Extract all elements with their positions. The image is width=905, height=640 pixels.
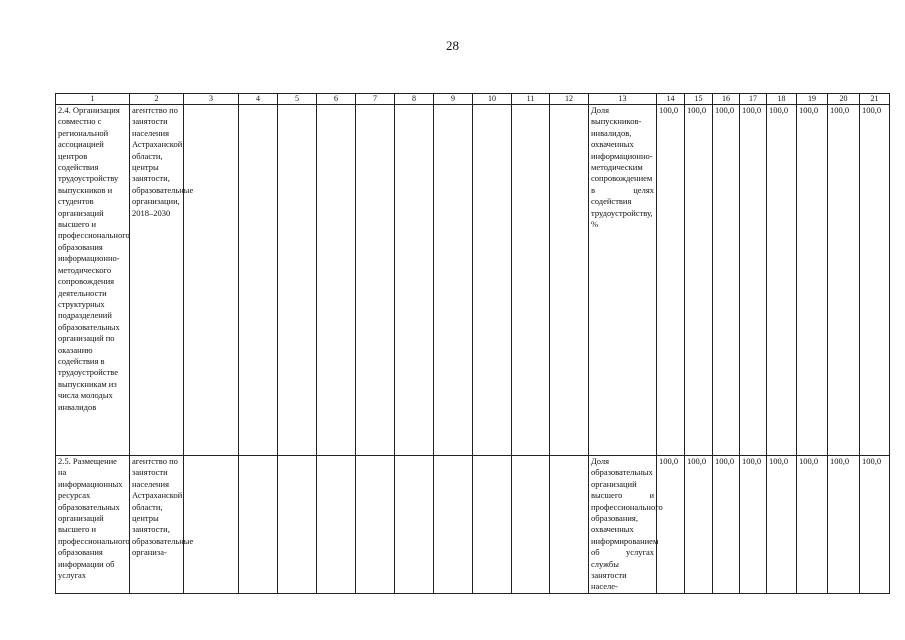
empty-cell — [512, 456, 550, 594]
table-row — [56, 105, 890, 456]
empty-cell — [317, 105, 356, 456]
column-header: 15 — [685, 94, 713, 105]
empty-cell — [317, 456, 356, 594]
empty-cell — [473, 456, 512, 594]
value-cell: 100,0 — [685, 456, 713, 594]
column-header: 19 — [797, 94, 828, 105]
value-cell: 100,0 — [860, 105, 890, 456]
value-cell: 100,0 — [740, 105, 767, 456]
column-header: 5 — [278, 94, 317, 105]
value-cell: 100,0 — [657, 456, 685, 594]
column-header: 4 — [239, 94, 278, 105]
program-table — [55, 93, 890, 594]
value-cell: 100,0 — [797, 105, 828, 456]
value-cell: 100,0 — [767, 105, 797, 456]
empty-cell — [473, 105, 512, 456]
column-header: 17 — [740, 94, 767, 105]
empty-cell — [550, 456, 589, 594]
value-cell: 100,0 — [860, 456, 890, 594]
value-cell: 100,0 — [797, 456, 828, 594]
column-header: 3 — [184, 94, 239, 105]
column-header: 1 — [56, 94, 130, 105]
empty-cell — [550, 105, 589, 456]
column-header: 2 — [130, 94, 184, 105]
column-header: 7 — [356, 94, 395, 105]
value-cell: 100,0 — [828, 105, 860, 456]
empty-cell — [239, 456, 278, 594]
header-row — [56, 94, 890, 105]
column-header: 9 — [434, 94, 473, 105]
column-header: 20 — [828, 94, 860, 105]
empty-cell — [395, 456, 434, 594]
value-cell: 100,0 — [713, 105, 740, 456]
value-cell: 100,0 — [767, 456, 797, 594]
page-number: 28 — [446, 38, 459, 53]
empty-cell — [278, 456, 317, 594]
value-cell: 100,0 — [713, 456, 740, 594]
activity-cell: 2.4. Организация совместно с региональной ассоциацией центров содействия трудоустройству выпускников и студентов организаций высшего и профессионального образования информационно-методического сопровождения деятельности структурных подразделений образовательных организаций по оказанию содействия в трудоустройстве выпускникам из числа молодых инвалидов — [56, 105, 130, 456]
empty-cell — [395, 105, 434, 456]
empty-cell — [184, 105, 239, 456]
column-header: 21 — [860, 94, 890, 105]
value-cell: 100,0 — [657, 105, 685, 456]
empty-cell — [356, 105, 395, 456]
empty-cell — [356, 456, 395, 594]
executor-cell: агентство по занятости населения Астраханской области, центры занятости, образовательные организации, 2018–2030 — [130, 105, 184, 456]
indicator-cell: Доля образовательных организаций высшего и профессионального образования, охваченных информированием об услугах службы занятости населе- — [589, 456, 657, 594]
column-header: 12 — [550, 94, 589, 105]
empty-cell — [434, 105, 473, 456]
column-header: 16 — [713, 94, 740, 105]
column-header: 6 — [317, 94, 356, 105]
value-cell: 100,0 — [828, 456, 860, 594]
empty-cell — [512, 105, 550, 456]
value-cell: 100,0 — [685, 105, 713, 456]
indicator-cell: Доля выпускников-инвалидов, охваченных информационно-методическим сопровождением в целях содействия трудоустройству, % — [589, 105, 657, 456]
empty-cell — [239, 105, 278, 456]
table-row — [56, 456, 890, 594]
column-header: 14 — [657, 94, 685, 105]
column-header: 13 — [589, 94, 657, 105]
column-header: 10 — [473, 94, 512, 105]
column-header: 11 — [512, 94, 550, 105]
executor-cell: агентство по занятости населения Астраханской области, центры занятости, образовательные организа- — [130, 456, 184, 594]
column-header: 8 — [395, 94, 434, 105]
value-cell: 100,0 — [740, 456, 767, 594]
empty-cell — [434, 456, 473, 594]
empty-cell — [184, 456, 239, 594]
activity-cell: 2.5. Размещение на информационных ресурсах образовательных организаций высшего и профессионального образования информации об услугах — [56, 456, 130, 594]
empty-cell — [278, 105, 317, 456]
column-header: 18 — [767, 94, 797, 105]
